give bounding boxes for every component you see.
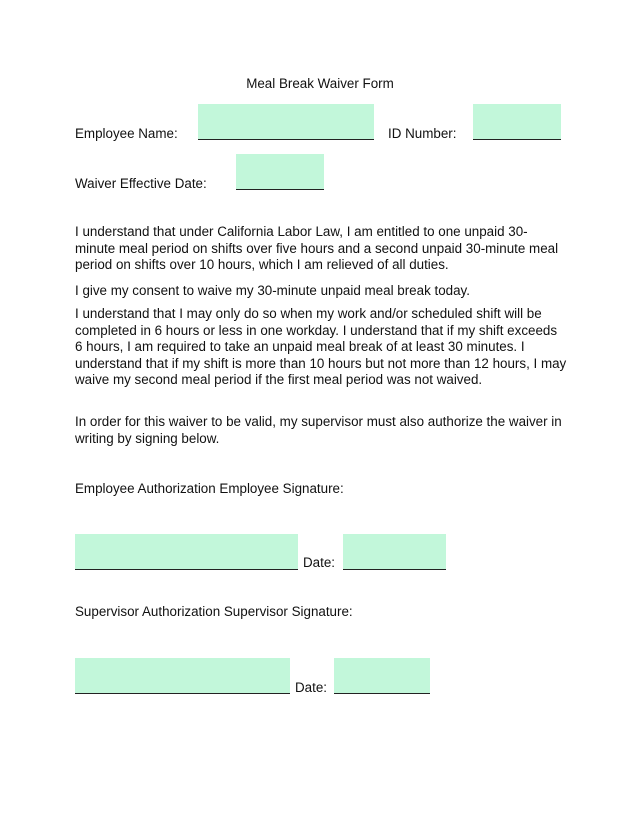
paragraph-conditions: I understand that I may only do so when my work and/or scheduled shift will be completed in 6 hours or less in one workday. I understand that if my shift exceeds 6 hours, I am required to take an unpaid meal break of at least 30 minutes. I understand that if my shift is more than 10 hours but not more than 12 hours, I may waive my second meal period if the first meal period was not waived.: [75, 306, 567, 388]
employee-authorization-heading: Employee Authorization Employee Signature:: [75, 481, 344, 496]
paragraph-entitlement: I understand that under California Labor Law, I am entitled to one unpaid 30-minute meal period on shifts over five hours and a second unpaid 30-minute meal period on shifts over 10 hours, which I am relieved of all duties.: [75, 224, 559, 273]
id-number-field[interactable]: [473, 104, 561, 140]
employee-name-field[interactable]: [198, 104, 374, 140]
supervisor-date-field[interactable]: [334, 658, 430, 694]
supervisor-signature-field[interactable]: [75, 658, 290, 694]
form-title: Meal Break Waiver Form: [246, 76, 394, 91]
employee-date-label: Date:: [303, 555, 336, 570]
supervisor-date-label: Date:: [295, 680, 328, 695]
waiver-effective-date-label: Waiver Effective Date:: [75, 176, 207, 191]
employee-name-label: Employee Name:: [75, 126, 178, 141]
waiver-effective-date-field[interactable]: [236, 154, 324, 190]
employee-date-field[interactable]: [343, 534, 446, 570]
paragraph-consent: I give my consent to waive my 30-minute unpaid meal break today.: [75, 283, 470, 298]
id-number-label: ID Number:: [388, 126, 457, 141]
paragraph-supervisor-requirement: In order for this waiver to be valid, my supervisor must also authorize the waiver in writing by signing below.: [75, 414, 562, 446]
employee-signature-field[interactable]: [75, 534, 298, 570]
supervisor-authorization-heading: Supervisor Authorization Supervisor Signature:: [75, 604, 353, 619]
